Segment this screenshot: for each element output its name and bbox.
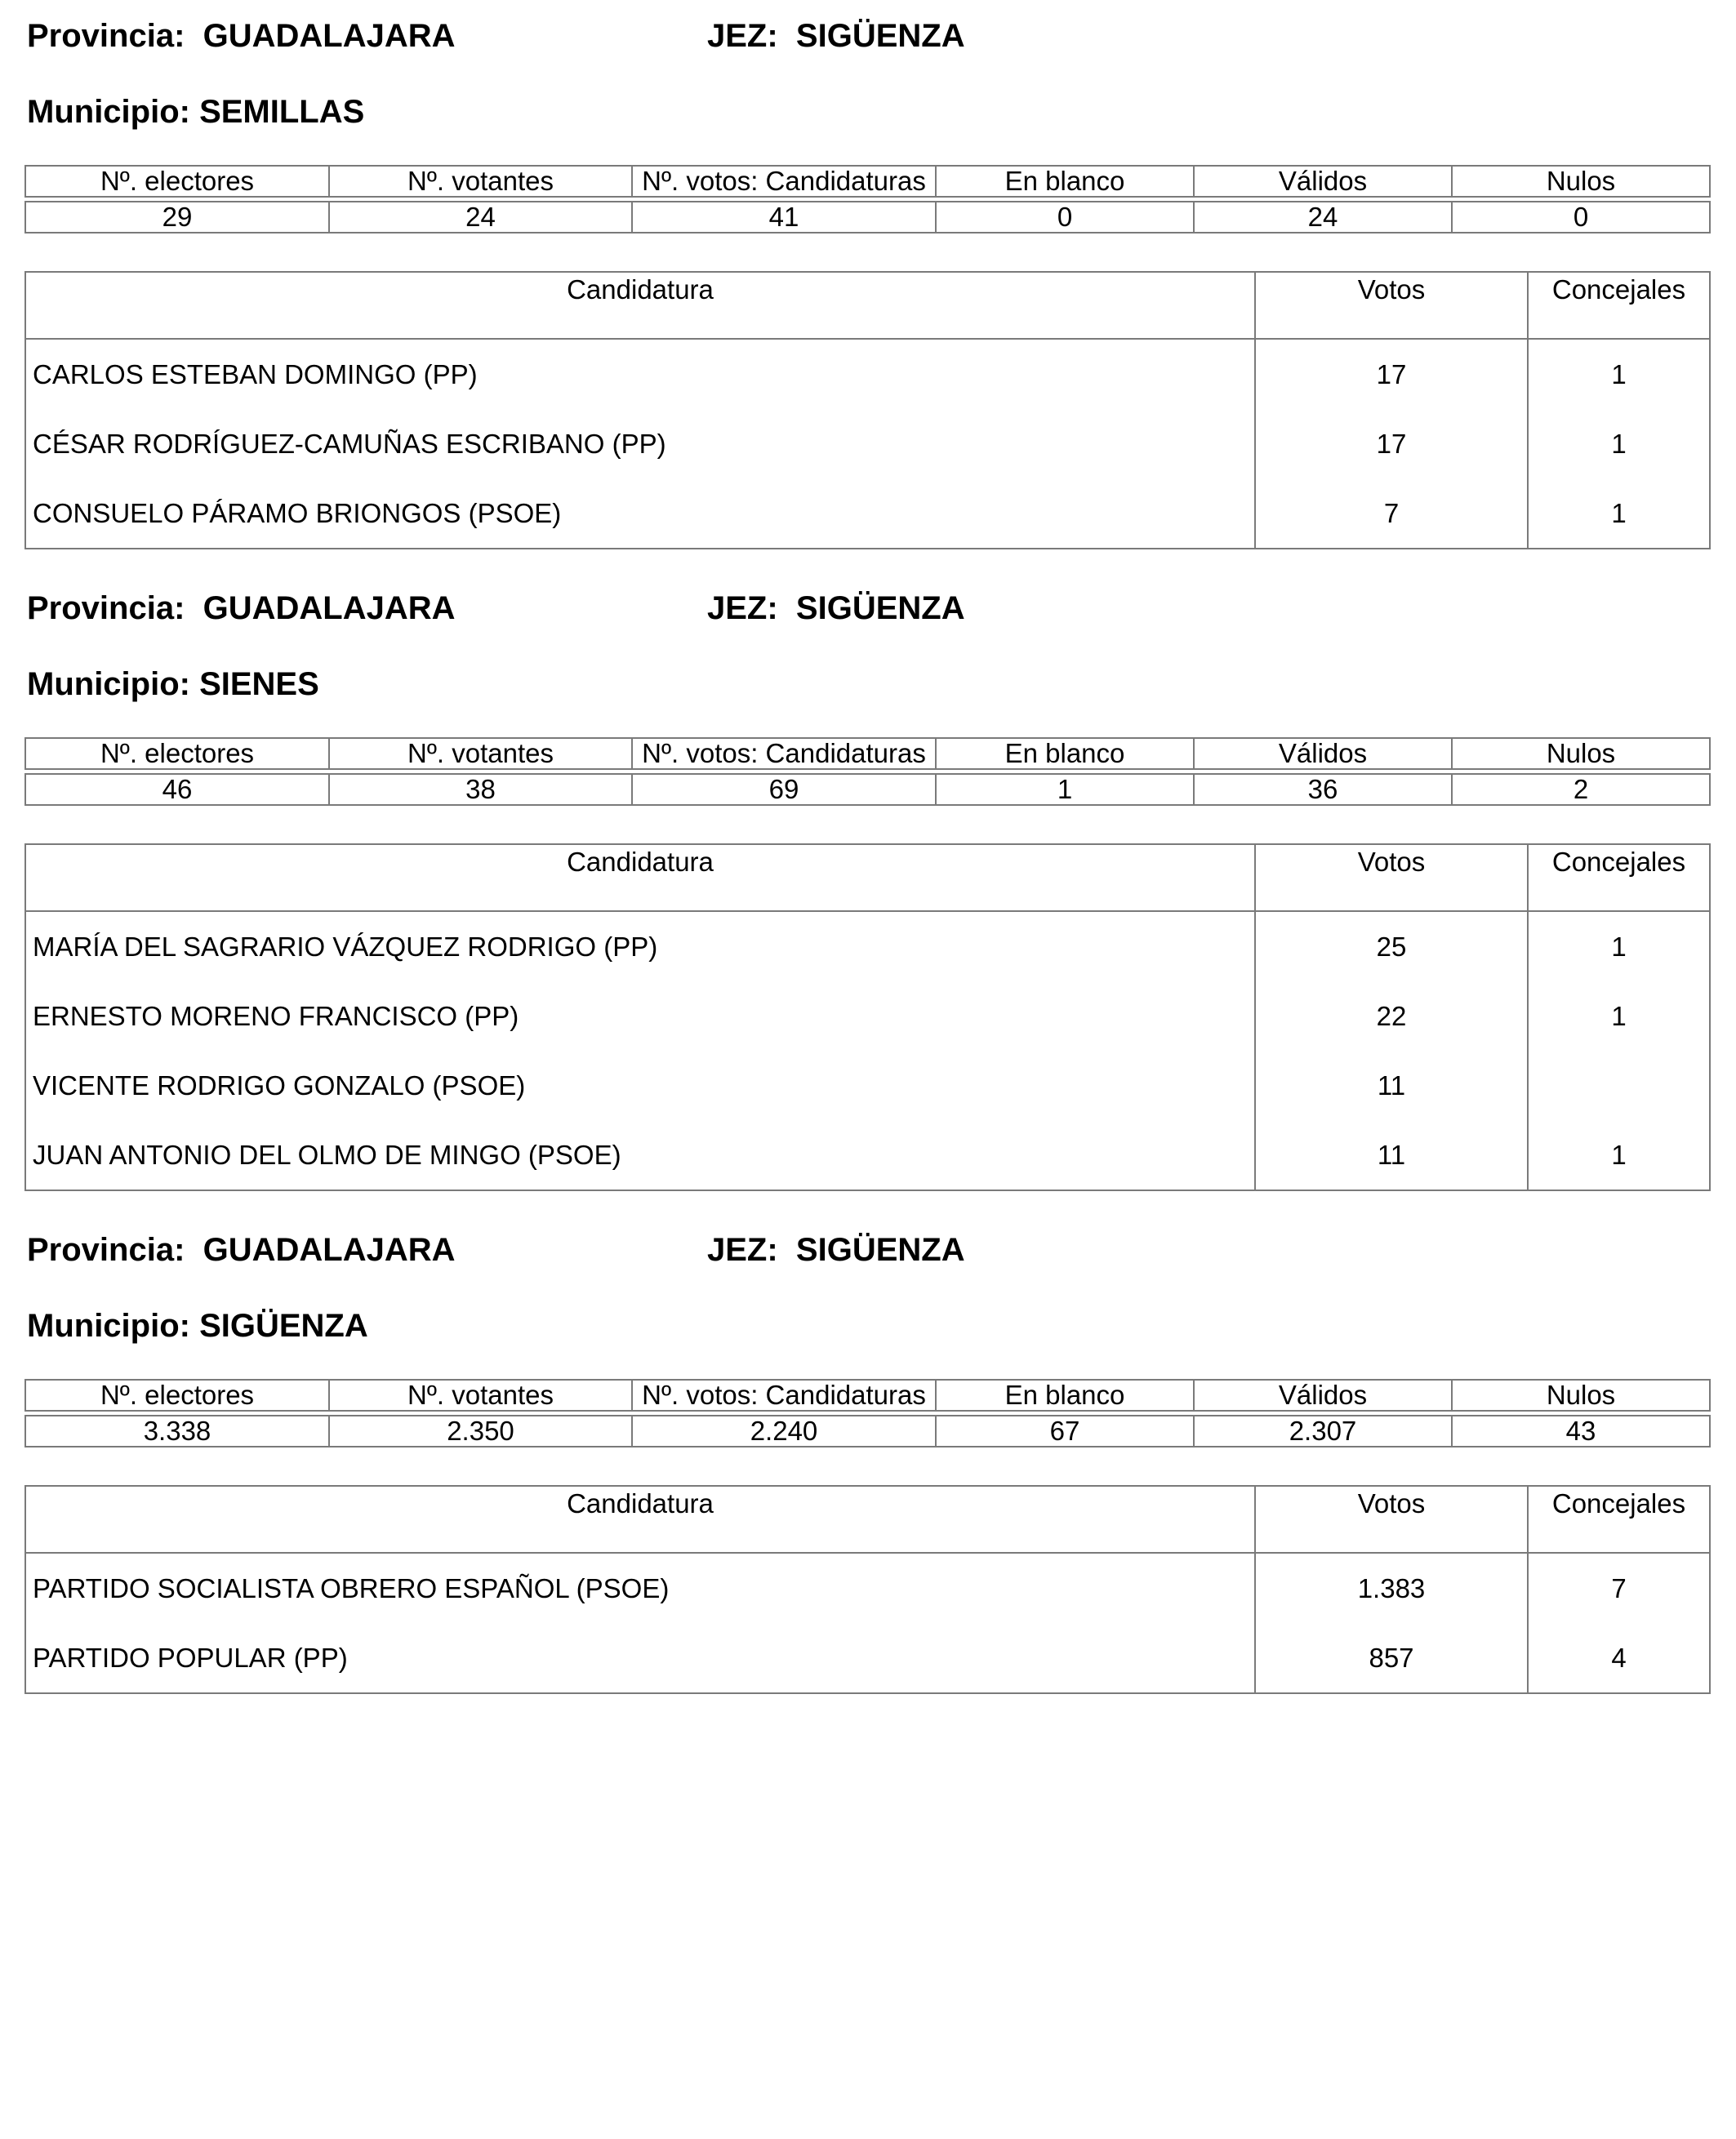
summary-header-cell: Nº. votantes (329, 738, 632, 769)
summary-value-cell: 3.338 (25, 1416, 329, 1447)
candidate-row (25, 1553, 1710, 1623)
summary-value-cell: 1 (936, 774, 1194, 805)
municipality-section (0, 572, 1736, 1214)
candidate-row (25, 339, 1710, 409)
candidate-row (25, 478, 1710, 549)
candidates-header-row (25, 1486, 1710, 1553)
jez-line: JEZ: SIGÜENZA (707, 18, 965, 54)
jez-line: JEZ: SIGÜENZA (707, 1232, 965, 1268)
candidate-name: CONSUELO PÁRAMO BRIONGOS (PSOE) (25, 478, 1255, 549)
summary-header-row (25, 1380, 1710, 1411)
summary-table (24, 737, 1711, 806)
summary-value-cell: 43 (1452, 1416, 1710, 1447)
candidate-votos: 7 (1255, 478, 1528, 549)
summary-value-cell: 2 (1452, 774, 1710, 805)
municipality-section (0, 1214, 1736, 1856)
candidate-votos: 17 (1255, 339, 1528, 409)
summary-header-cell: Nulos (1452, 1380, 1710, 1411)
summary-values-row (25, 202, 1710, 233)
candidate-name: PARTIDO POPULAR (PP) (25, 1623, 1255, 1693)
candidates-table (24, 271, 1711, 549)
summary-header-cell: Válidos (1194, 1380, 1452, 1411)
summary-header-cell: Nº. votos: Candidaturas (632, 738, 936, 769)
summary-value-cell: 24 (1194, 202, 1452, 233)
candidate-row (25, 911, 1710, 981)
candidates-table (24, 843, 1711, 1191)
candidate-row (25, 1120, 1710, 1190)
summary-header-cell: Nº. electores (25, 166, 329, 197)
candidate-concejales: 4 (1528, 1623, 1710, 1693)
candidates-header-cell: Concejales (1528, 1486, 1710, 1553)
summary-header-cell: Nº. votantes (329, 1380, 632, 1411)
candidates-header-row (25, 272, 1710, 339)
candidate-row (25, 409, 1710, 478)
provincia-line: Provincia: GUADALAJARA (27, 1232, 456, 1268)
candidates-table (24, 1485, 1711, 1694)
candidate-concejales: 1 (1528, 409, 1710, 478)
summary-header-cell: Nº. votos: Candidaturas (632, 1380, 936, 1411)
candidate-votos: 17 (1255, 409, 1528, 478)
summary-value-cell: 69 (632, 774, 936, 805)
candidate-name: JUAN ANTONIO DEL OLMO DE MINGO (PSOE) (25, 1120, 1255, 1190)
candidate-row (25, 1623, 1710, 1693)
candidate-name: PARTIDO SOCIALISTA OBRERO ESPAÑOL (PSOE) (25, 1553, 1255, 1623)
candidate-name: CÉSAR RODRÍGUEZ-CAMUÑAS ESCRIBANO (PP) (25, 409, 1255, 478)
summary-header-cell: En blanco (936, 1380, 1194, 1411)
candidate-name: VICENTE RODRIGO GONZALO (PSOE) (25, 1051, 1255, 1120)
candidate-row (25, 981, 1710, 1051)
candidate-votos: 22 (1255, 981, 1528, 1051)
candidates-header-cell: Votos (1255, 1486, 1528, 1553)
candidates-header-cell: Concejales (1528, 272, 1710, 339)
summary-value-cell: 0 (936, 202, 1194, 233)
municipio-line: Municipio: SEMILLAS (27, 94, 365, 130)
summary-value-cell: 24 (329, 202, 632, 233)
summary-value-cell: 38 (329, 774, 632, 805)
candidate-votos: 1.383 (1255, 1553, 1528, 1623)
summary-table (24, 1379, 1711, 1447)
candidates-header-cell: Candidatura (25, 272, 1255, 339)
candidate-name: CARLOS ESTEBAN DOMINGO (PP) (25, 339, 1255, 409)
candidates-header-cell: Votos (1255, 844, 1528, 911)
summary-header-row (25, 166, 1710, 197)
summary-header-row (25, 738, 1710, 769)
summary-value-cell: 2.240 (632, 1416, 936, 1447)
summary-value-cell: 36 (1194, 774, 1452, 805)
candidates-header-cell: Concejales (1528, 844, 1710, 911)
summary-value-cell: 67 (936, 1416, 1194, 1447)
municipio-line: Municipio: SIGÜENZA (27, 1308, 368, 1344)
summary-header-cell: En blanco (936, 166, 1194, 197)
summary-table (24, 165, 1711, 233)
candidates-header-cell: Votos (1255, 272, 1528, 339)
summary-header-cell: En blanco (936, 738, 1194, 769)
summary-value-cell: 2.307 (1194, 1416, 1452, 1447)
candidate-concejales: 7 (1528, 1553, 1710, 1623)
summary-header-cell: Nº. electores (25, 1380, 329, 1411)
summary-header-cell: Nº. votos: Candidaturas (632, 166, 936, 197)
candidate-row (25, 1051, 1710, 1120)
candidate-concejales: 1 (1528, 981, 1710, 1051)
candidate-concejales: 1 (1528, 478, 1710, 549)
candidate-name: ERNESTO MORENO FRANCISCO (PP) (25, 981, 1255, 1051)
candidates-header-cell: Candidatura (25, 1486, 1255, 1553)
candidate-votos: 25 (1255, 911, 1528, 981)
candidate-name: MARÍA DEL SAGRARIO VÁZQUEZ RODRIGO (PP) (25, 911, 1255, 981)
provincia-line: Provincia: GUADALAJARA (27, 18, 456, 54)
summary-header-cell: Nulos (1452, 738, 1710, 769)
candidate-concejales: 1 (1528, 1120, 1710, 1190)
summary-header-cell: Nº. votantes (329, 166, 632, 197)
summary-value-cell: 2.350 (329, 1416, 632, 1447)
jez-line: JEZ: SIGÜENZA (707, 590, 965, 626)
summary-value-cell: 29 (25, 202, 329, 233)
summary-header-cell: Nulos (1452, 166, 1710, 197)
summary-value-cell: 0 (1452, 202, 1710, 233)
provincia-line: Provincia: GUADALAJARA (27, 590, 456, 626)
summary-header-cell: Válidos (1194, 166, 1452, 197)
municipio-line: Municipio: SIENES (27, 666, 319, 702)
candidate-concejales (1528, 1051, 1710, 1120)
candidate-votos: 11 (1255, 1120, 1528, 1190)
candidate-votos: 857 (1255, 1623, 1528, 1693)
summary-value-cell: 46 (25, 774, 329, 805)
summary-header-cell: Válidos (1194, 738, 1452, 769)
summary-values-row (25, 774, 1710, 805)
candidates-header-cell: Candidatura (25, 844, 1255, 911)
candidate-votos: 11 (1255, 1051, 1528, 1120)
summary-value-cell: 41 (632, 202, 936, 233)
candidates-header-row (25, 844, 1710, 911)
municipality-section (0, 0, 1736, 642)
candidate-concejales: 1 (1528, 911, 1710, 981)
candidate-concejales: 1 (1528, 339, 1710, 409)
summary-values-row (25, 1416, 1710, 1447)
summary-header-cell: Nº. electores (25, 738, 329, 769)
